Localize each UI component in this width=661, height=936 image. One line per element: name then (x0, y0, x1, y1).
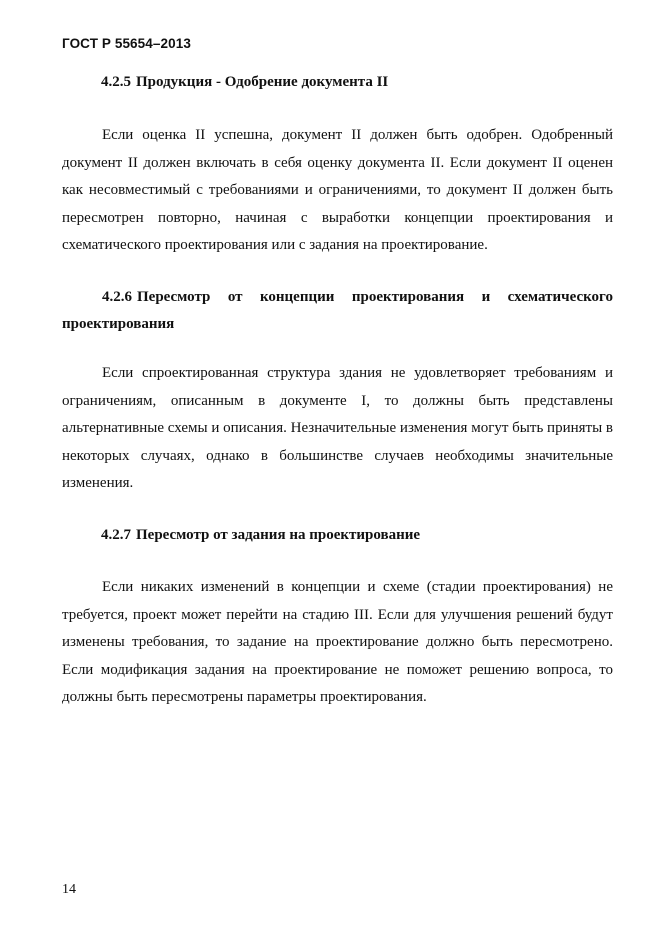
document-header: ГОСТ Р 55654–2013 (62, 36, 191, 51)
section-paragraph-4-2-7: Если никаких изменений в концепции и схеме (стадии проектирования) не требуется, проект может перейти на стадию III. Если для улучшения решений будут изменены требования, то задание на проектирование должно быть пересмотрено. Если модификация задания на проектирование не поможет решению вопроса, то должны быть пересмотрены параметры проектирования. (62, 579, 613, 705)
section-paragraph-4-2-5: Если оценка II успешна, документ II должен быть одобрен. Одобренный документ II должен включать в себя оценку документа II. Если документ II оценен как несовместимый с требованиями и ограничениями, то документ II должен быть пересмотрен повторно, начиная с выработки концепции проектирования и схематического проектирования или с задания на проектирование. (62, 127, 613, 253)
section-title-4-2-5 (101, 69, 611, 96)
section-title-text: Продукция - Одобрение документа II (136, 74, 389, 90)
section-number: 4.2.6 (102, 289, 132, 305)
section-title-text: Пересмотр от задания на проектирование (136, 527, 421, 543)
section-title-4-2-7 (101, 522, 611, 549)
section-paragraph-4-2-6: Если спроектированная структура здания не удовлетворяет требованиям и ограничениям, описанным в документе I, то должны быть представлены альтернативные схемы и описания. Незначительные изменения могут быть приняты в некоторых случаях, однако в большинстве случаев необходимы значительные изменения. (62, 365, 613, 491)
section-number: 4.2.5 (101, 74, 131, 90)
section-number: 4.2.7 (101, 527, 131, 543)
page-number: 14 (62, 882, 76, 897)
section-title-text: Пересмотр от концепции проектирования и схематического проектирования (62, 289, 613, 332)
section-title-4-2-6 (62, 284, 613, 338)
